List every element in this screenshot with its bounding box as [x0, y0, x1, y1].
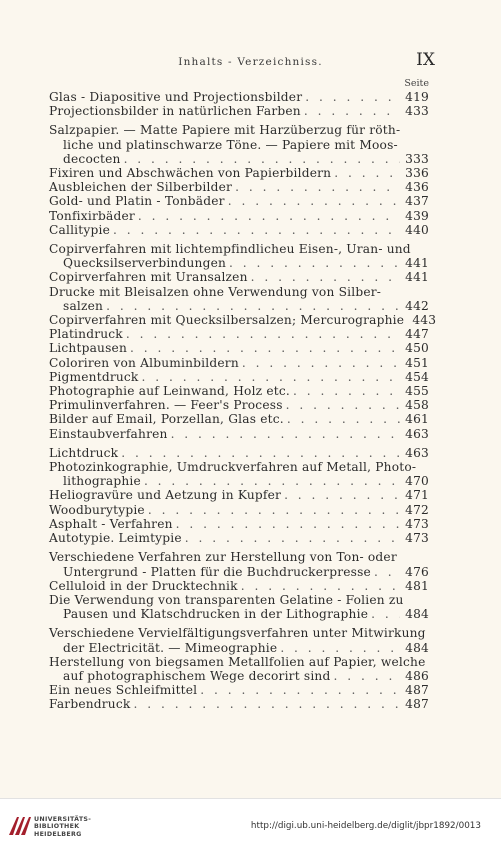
toc-entry	[49, 327, 429, 341]
dot-leader	[144, 474, 400, 488]
dot-leader	[284, 488, 400, 502]
toc-page-number: 473	[405, 531, 429, 546]
toc-entry-title: Einstaubverfahren	[49, 426, 168, 441]
toc-entry-line	[49, 313, 437, 328]
toc-page-number: 484	[405, 607, 429, 622]
toc-entry	[49, 683, 429, 697]
dot-leader	[142, 370, 400, 384]
dot-leader	[138, 209, 400, 223]
toc-entry-title: Pigmentdruck	[49, 369, 139, 384]
toc-page-number: 443	[412, 313, 437, 328]
toc-entry-line	[49, 180, 429, 194]
toc-entry-title: Celluloid in der Drucktechnik	[49, 578, 238, 593]
toc-page-number: 461	[405, 412, 429, 427]
toc-entry-title: Lichtdruck	[49, 445, 119, 460]
dot-leader	[287, 412, 400, 426]
toc-entry-title: Verschiedene Verfahren zur Herstellung von Ton- oder	[49, 550, 397, 565]
toc-entry	[49, 531, 429, 545]
toc-entry	[49, 123, 429, 166]
toc-entry-line	[49, 242, 429, 256]
dot-leader	[121, 446, 400, 460]
toc-entry-line	[49, 299, 429, 313]
toc-entry-line	[49, 641, 429, 655]
toc-entry-line	[49, 412, 429, 426]
toc-entry-title: Copirverfahren mit Quecksilbersalzen; Mercurographie	[49, 313, 405, 328]
toc-entry	[49, 398, 429, 412]
toc-entry	[49, 384, 429, 398]
toc-entry-line	[49, 285, 429, 299]
toc-page-number: 463	[405, 445, 429, 460]
toc-entry-line	[49, 488, 429, 502]
toc-entry	[49, 104, 429, 118]
page-number: IX	[416, 50, 435, 70]
toc-page-number: 476	[405, 564, 429, 579]
toc-entry-line	[49, 474, 429, 488]
permalink-url[interactable]: http://digi.ub.uni-heidelberg.de/diglit/jbpr1892/0013	[250, 821, 481, 831]
toc-entry-line	[49, 256, 429, 270]
dot-leader	[133, 697, 400, 711]
toc-entry-line	[49, 223, 429, 237]
toc-entry-title: Heliogravüre und Aetzung in Kupfer	[49, 488, 282, 503]
table-of-contents	[49, 90, 437, 712]
toc-page-number: 472	[405, 502, 429, 517]
toc-page-number: 471	[405, 488, 429, 503]
toc-page-number: 440	[405, 222, 429, 237]
toc-entry-line	[49, 166, 429, 180]
toc-entry	[49, 446, 429, 460]
dot-leader	[106, 299, 400, 313]
toc-entry-title: liche und platinschwarze Töne. — Papiere mit Moos-	[63, 137, 398, 152]
toc-entry-line	[49, 683, 429, 697]
toc-entry	[49, 166, 429, 180]
toc-entry-title: Callitypie	[49, 222, 110, 237]
toc-entry-title: salzen	[63, 298, 104, 313]
toc-entry	[49, 517, 429, 531]
toc-entry-line	[49, 517, 429, 531]
toc-page-number: 470	[405, 474, 429, 489]
toc-page-number: 441	[405, 256, 429, 271]
library-logo-icon	[6, 813, 32, 839]
toc-entry-title: Coloriren von Albuminbildern	[49, 355, 239, 370]
toc-page-number: 487	[405, 697, 429, 712]
toc-entry-title: Tonfixirbäder	[49, 208, 135, 223]
toc-entry	[49, 313, 437, 328]
dot-leader	[304, 104, 400, 118]
dot-leader	[200, 683, 400, 697]
toc-entry-title: der Electricität. — Mimeographie	[63, 640, 278, 655]
toc-entry-line	[49, 209, 429, 223]
dot-leader	[241, 579, 400, 593]
toc-entry-line	[49, 398, 429, 412]
toc-entry-title: Ein neues Schleifmittel	[49, 683, 198, 698]
toc-entry-line	[49, 384, 429, 398]
dot-leader	[148, 503, 400, 517]
dot-leader	[333, 669, 400, 683]
toc-page-number: 487	[405, 683, 429, 698]
toc-entry-line	[49, 427, 429, 441]
toc-page-number: 451	[405, 355, 429, 370]
toc-entry-title: Gold- und Platin - Tonbäder	[49, 194, 225, 209]
toc-entry-title: Copirverfahren mit lichtempfindlicheu Eisen-, Uran- und	[49, 242, 411, 257]
toc-entry	[49, 550, 429, 578]
toc-entry-title: Pausen und Klatschdrucken in der Lithographie	[63, 607, 369, 622]
toc-entry-title: Bilder auf Email, Porzellan, Glas etc.	[49, 412, 284, 427]
dot-leader	[242, 356, 400, 370]
toc-entry-title: Untergrund - Platten für die Buchdruckerpresse	[63, 564, 371, 579]
toc-entry-line	[49, 104, 429, 118]
dot-leader	[126, 327, 400, 341]
toc-entry-line	[49, 270, 429, 284]
toc-entry-title: Woodburytypie	[49, 502, 145, 517]
toc-entry-title: Photographie auf Leinwand, Holz etc.	[49, 384, 290, 399]
dot-leader	[286, 398, 400, 412]
dot-leader	[280, 641, 400, 655]
dot-leader	[305, 90, 400, 104]
dot-leader	[228, 194, 400, 208]
toc-entry	[49, 209, 429, 223]
toc-entry-title: Quecksilserverbindungen	[63, 256, 227, 271]
toc-entry	[49, 356, 429, 370]
toc-entry	[49, 270, 429, 284]
toc-entry-line	[49, 503, 429, 517]
toc-entry-line	[49, 697, 429, 711]
dot-leader	[251, 270, 400, 284]
toc-entry-title: Salzpapier. — Matte Papiere mit Harzüberzug für röth-	[49, 123, 401, 138]
toc-entry-title: Ausbleichen der Silberbilder	[49, 180, 233, 195]
toc-entry-line	[49, 669, 429, 683]
toc-entry	[49, 655, 429, 683]
toc-page-number: 450	[405, 341, 429, 356]
toc-page-number: 463	[405, 426, 429, 441]
toc-entry	[49, 285, 429, 313]
toc-entry-line	[49, 356, 429, 370]
toc-entry	[49, 460, 429, 488]
toc-entry-title: Herstellung von biegsamen Metallfolien auf Papier, welche	[49, 654, 426, 669]
toc-entry	[49, 488, 429, 502]
toc-entry-title: decocten	[63, 151, 121, 166]
toc-entry	[49, 412, 429, 426]
page-header	[0, 52, 501, 72]
toc-entry	[49, 194, 429, 208]
toc-page-number: 437	[405, 194, 429, 209]
dot-leader	[235, 180, 400, 194]
dot-leader	[124, 152, 400, 166]
toc-entry	[49, 223, 429, 237]
toc-entry	[49, 593, 429, 621]
viewer-footer	[0, 798, 501, 852]
toc-page-number: 458	[405, 398, 429, 413]
dot-leader	[293, 384, 400, 398]
toc-entry-line	[49, 565, 429, 579]
toc-entry-line	[49, 593, 429, 607]
toc-entry-line	[49, 626, 429, 640]
toc-entry-title: Glas - Diapositive und Projectionsbilder	[49, 90, 303, 104]
dot-leader	[334, 166, 400, 180]
toc-entry-line	[49, 607, 429, 621]
toc-entry-line	[49, 460, 429, 474]
toc-entry-title: Verschiedene Vervielfältigungsverfahren unter Mitwirkung	[49, 626, 426, 641]
toc-entry	[49, 242, 429, 270]
toc-entry-title: Platindruck	[49, 327, 123, 342]
toc-page-number: 484	[405, 640, 429, 655]
toc-entry-line	[49, 579, 429, 593]
toc-entry-line	[49, 327, 429, 341]
toc-entry-title: Farbendruck	[49, 697, 131, 712]
toc-entry-line	[49, 446, 429, 460]
toc-page-number: 419	[405, 90, 429, 104]
dot-leader	[371, 607, 400, 621]
dot-leader	[374, 565, 400, 579]
toc-entry-title: lithographie	[63, 474, 141, 489]
toc-entry	[49, 427, 429, 441]
toc-entry-title: Lichtpausen	[49, 341, 127, 356]
toc-entry-title: Asphalt - Verfahren	[49, 516, 173, 531]
toc-entry	[49, 503, 429, 517]
toc-page-number: 473	[405, 516, 429, 531]
dot-leader	[185, 531, 400, 545]
toc-entry	[49, 579, 429, 593]
toc-entry-title: Photozinkographie, Umdruckverfahren auf Metall, Photo-	[49, 460, 417, 475]
toc-page-number: 447	[405, 327, 429, 342]
toc-entry-title: Projectionsbilder in natürlichen Farben	[49, 104, 301, 119]
toc-entry	[49, 370, 429, 384]
toc-entry	[49, 341, 429, 355]
toc-page-number: 481	[405, 578, 429, 593]
dot-leader	[130, 341, 400, 355]
toc-entry-line	[49, 550, 429, 564]
toc-page-number: 486	[405, 668, 429, 683]
toc-entry-line	[49, 531, 429, 545]
toc-entry-line	[49, 123, 429, 137]
running-title: Inhalts - Verzeichniss.	[178, 56, 323, 68]
toc-entry-line	[49, 341, 429, 355]
toc-entry-title: Primulinverfahren. — Feer's Process	[49, 398, 283, 413]
toc-page-number: 439	[405, 208, 429, 223]
toc-entry-title: Autotypie. Leimtypie	[49, 531, 182, 546]
dot-leader	[113, 223, 400, 237]
toc-entry-title: Copirverfahren mit Uransalzen	[49, 270, 248, 285]
toc-page-number: 433	[405, 104, 429, 119]
toc-entry-line	[49, 90, 429, 104]
toc-entry	[49, 90, 429, 104]
toc-entry-line	[49, 655, 429, 669]
toc-entry-line	[49, 370, 429, 384]
toc-page-number: 442	[405, 298, 429, 313]
toc-entry-line	[49, 138, 429, 152]
toc-entry	[49, 180, 429, 194]
toc-entry-line	[49, 152, 429, 166]
toc-entry-title: Fixiren und Abschwächen von Papierbildern	[49, 166, 332, 181]
toc-entry-title: auf photographischem Wege decorirt sind	[63, 668, 331, 683]
toc-page-number: 336	[405, 166, 429, 181]
toc-page-number: 455	[405, 384, 429, 399]
toc-entry-title: Die Verwendung von transparenten Gelatine - Folien zu	[49, 592, 404, 607]
toc-entry	[49, 626, 429, 654]
dot-leader	[176, 517, 400, 531]
toc-page-number: 441	[405, 270, 429, 285]
toc-entry	[49, 697, 429, 711]
dot-leader	[171, 427, 400, 441]
toc-entry-title: Drucke mit Bleisalzen ohne Verwendung von Silber-	[49, 284, 382, 299]
toc-entry-line	[49, 194, 429, 208]
toc-page-number: 454	[405, 369, 429, 384]
toc-page-number: 333	[405, 151, 429, 166]
toc-page-number: 436	[405, 180, 429, 195]
page-column-heading: Seite	[404, 78, 429, 89]
library-name: UNIVERSITÄTS- BIBLIOTHEK HEIDELBERG	[34, 816, 92, 838]
dot-leader	[229, 256, 400, 270]
